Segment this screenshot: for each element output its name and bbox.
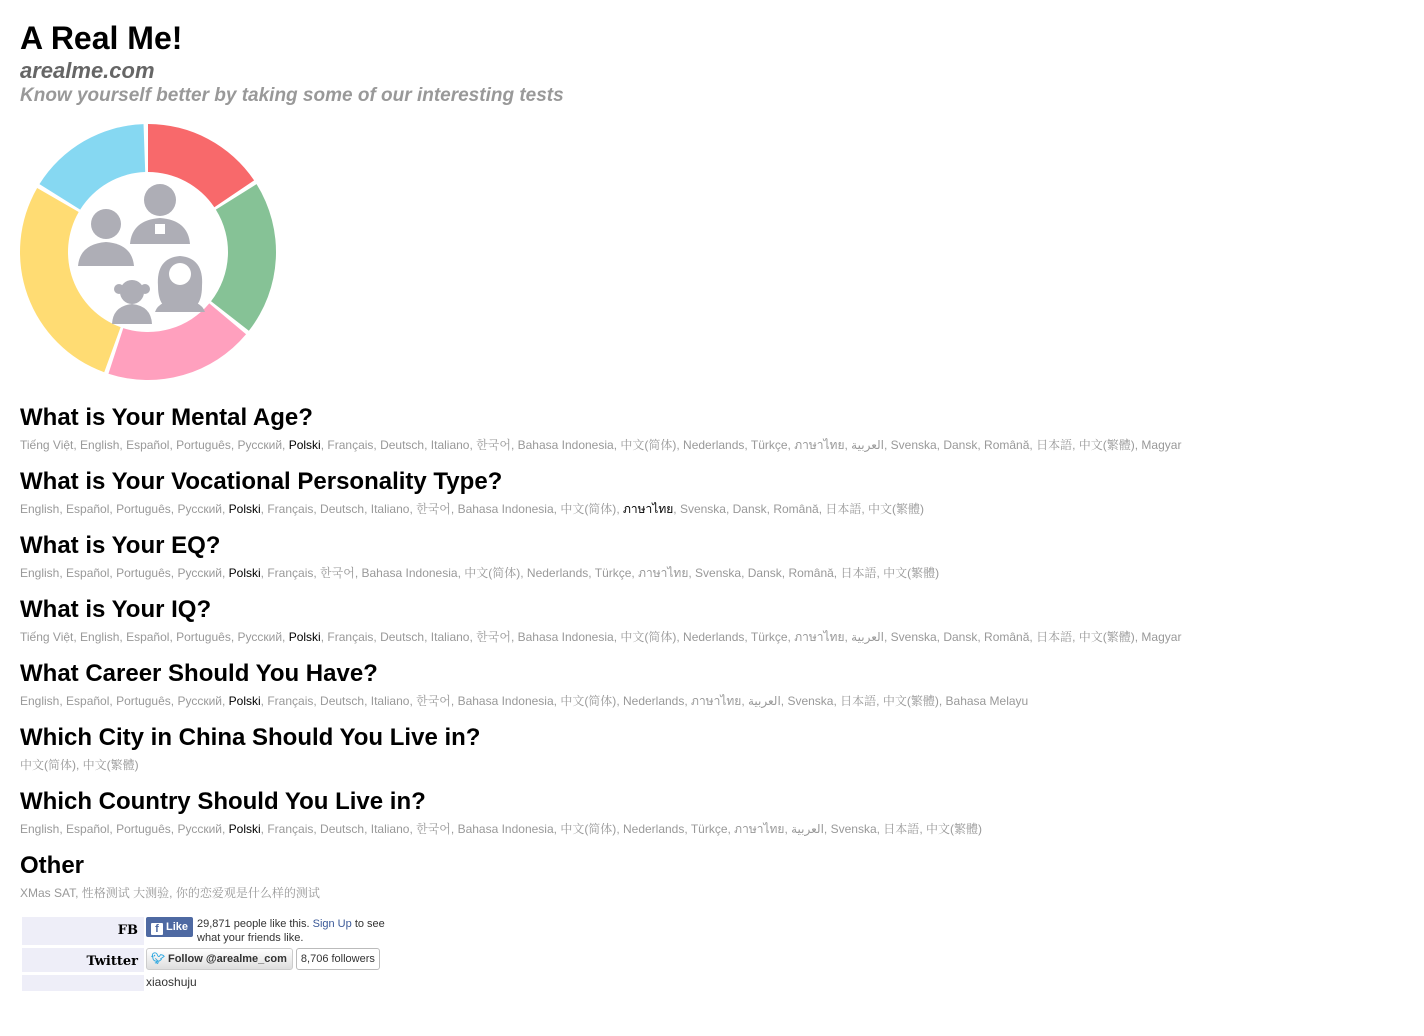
separator: , [833,566,841,580]
test-title[interactable]: What is Your Mental Age? [20,404,313,431]
language-link[interactable]: Português [116,566,171,580]
language-link[interactable]: Dansk [732,502,767,516]
language-link[interactable]: Nederlands [622,694,685,708]
language-link[interactable]: 中文(繁體) [1078,630,1135,644]
facebook-icon: f [151,923,163,935]
language-link[interactable]: Español [66,694,110,708]
language-link[interactable]: Deutsch [320,502,365,516]
test-item [20,788,1410,852]
separator: , [424,438,431,452]
separator: , [1134,438,1142,452]
separator: , [588,566,595,580]
separator: , [364,502,371,516]
twitter-row [22,948,387,972]
language-link[interactable]: Deutsch [320,694,365,708]
language-link[interactable]: English [80,630,120,644]
separator: , [109,822,117,836]
language-link[interactable]: 中文(简体) [560,694,617,708]
separator: , [787,438,795,452]
language-link[interactable]: Italiano [370,502,410,516]
language-link[interactable]: Türkçe [690,822,728,836]
language-links [20,884,1410,902]
fb-like-count: 29,871 people like this. [197,918,310,930]
separator: , [59,566,67,580]
language-link[interactable]: ภาษาไทย [734,822,785,836]
language-link[interactable]: Türkçe [750,438,788,452]
language-link[interactable]: Polski [228,822,261,836]
separator: , [613,630,621,644]
separator: , [520,566,527,580]
language-link[interactable]: Bahasa Indonesia [457,502,554,516]
separator: , [409,694,417,708]
language-link[interactable]: Polski [228,694,261,708]
separator: , [883,438,891,452]
language-link[interactable]: Polski [288,630,321,644]
separator: , [1029,630,1037,644]
separator: , [469,630,477,644]
language-link[interactable]: Polski [228,502,261,516]
segment-green [211,184,276,331]
language-link[interactable]: Français [327,438,374,452]
separator: , [170,694,178,708]
language-links [20,820,1410,838]
fb-like-text [197,917,387,945]
language-link[interactable]: 中文(简体) [464,566,521,580]
language-links [20,500,1410,518]
test-title[interactable]: What is Your IQ? [20,596,212,623]
test-item [20,852,1410,916]
language-link[interactable]: Dansk [943,630,978,644]
separator: , [221,566,229,580]
language-link[interactable]: ภาษาไทย [638,566,689,580]
separator: , [170,566,178,580]
language-link[interactable]: Svenska [679,502,726,516]
people-icon [78,184,205,324]
test-item [20,468,1410,532]
separator: , [883,630,891,644]
separator: , [938,694,946,708]
language-link[interactable]: Polski [288,438,321,452]
separator: , [282,630,289,644]
separator: , [59,502,67,516]
separator: , [784,822,792,836]
separator: , [260,694,268,708]
separator: , [221,822,229,836]
language-link[interactable]: Español [66,822,110,836]
separator: , [744,630,751,644]
language-links [20,692,1410,710]
language-link[interactable]: Português [116,694,171,708]
site-domain: arealme.com [20,58,155,83]
separator: , [676,630,684,644]
other-label [22,975,144,991]
language-link[interactable]: English [20,694,60,708]
language-link[interactable]: Nederlands [526,566,589,580]
separator: , [450,694,458,708]
language-link[interactable]: English [20,502,60,516]
test-item [20,724,1410,788]
language-link[interactable]: Deutsch [380,630,425,644]
tests-list [20,404,1410,916]
separator: , [977,630,985,644]
language-link[interactable]: Tiếng Việt [20,630,74,644]
site-title[interactable]: A Real Me! [20,20,183,56]
language-link[interactable]: Español [126,438,170,452]
separator: , [553,694,561,708]
separator: , [833,694,841,708]
language-link[interactable]: Română [984,438,1030,452]
language-link[interactable]: Русский [177,502,222,516]
separator: , [59,822,67,836]
language-link[interactable]: Svenska [695,566,742,580]
language-link[interactable]: Italiano [430,630,470,644]
language-link[interactable]: 你的恋爱观是什么样的测试 [175,886,320,900]
language-link[interactable]: Deutsch [320,822,365,836]
language-link[interactable]: Tiếng Việt [20,438,74,452]
twitter-bird-icon: 🐦︎ [151,953,165,965]
language-link[interactable]: 日本語 [1036,438,1073,452]
separator: , [876,694,883,708]
separator: , [424,630,431,644]
language-link[interactable]: Português [116,502,171,516]
language-link[interactable]: Bahasa Melayu [945,694,1029,708]
twitter-label: Twitter [22,948,144,972]
language-link[interactable]: العربية [747,694,781,708]
separator: , [780,694,788,708]
separator: , [876,566,884,580]
separator: , [936,630,944,644]
separator: , [170,822,178,836]
separator: , [313,502,321,516]
test-item [20,660,1410,724]
page [20,18,1410,916]
language-link[interactable]: 中文(繁體) [883,566,940,580]
separator: , [73,438,81,452]
language-link[interactable]: Português [176,630,231,644]
language-link[interactable]: Nederlands [683,630,745,644]
language-link[interactable]: 한국어 [476,438,511,452]
language-link[interactable]: 中文(简体) [560,822,617,836]
language-link[interactable]: Magyar [1141,630,1182,644]
language-link[interactable]: Türkçe [750,630,788,644]
language-link[interactable]: Italiano [370,822,410,836]
separator: , [260,566,268,580]
language-link[interactable]: Français [267,502,314,516]
language-link[interactable]: Nederlands [622,822,685,836]
language-link[interactable]: 한국어 [320,566,355,580]
separator: , [119,438,127,452]
language-link[interactable]: 性格测试 大测验 [81,886,170,900]
language-link[interactable]: Português [176,438,231,452]
language-link[interactable]: 中文(繁體) [868,502,925,516]
language-link[interactable]: ภาษาไทย [622,502,674,516]
language-link[interactable]: ภาษาไทย [794,630,845,644]
language-link[interactable]: 中文(简体) [20,758,76,772]
separator: , [76,758,83,772]
separator: , [354,566,362,580]
separator: , [684,694,692,708]
separator: , [631,566,639,580]
separator: , [221,694,229,708]
language-link[interactable]: Italiano [370,694,410,708]
separator: , [320,630,328,644]
separator: , [1072,630,1079,644]
separator: , [744,438,751,452]
language-link[interactable]: Русский [177,822,222,836]
separator: , [510,630,518,644]
separator: , [741,694,748,708]
language-link[interactable]: English [20,822,60,836]
separator: , [616,694,623,708]
separator: , [510,438,518,452]
other-value: xiaoshuju [146,975,197,989]
separator: , [373,630,381,644]
separator: , [766,502,774,516]
language-link[interactable]: Română [788,566,834,580]
separator: , [260,822,268,836]
language-link[interactable]: English [80,438,120,452]
language-link[interactable]: Română [773,502,819,516]
separator: , [1072,438,1079,452]
language-link[interactable]: ภาษาไทย [794,438,845,452]
fb-row [22,917,387,945]
separator: , [109,502,117,516]
twitter-follow-label: Follow @arealme_com [167,953,287,965]
language-link[interactable]: 日本語 [840,694,877,708]
separator: , [313,822,321,836]
separator: , [787,630,795,644]
separator: , [169,630,177,644]
social-table [22,914,387,994]
language-link[interactable]: العربية [791,822,824,836]
separator: , [170,502,178,516]
test-title[interactable]: Which Country Should You Live in? [20,788,426,815]
language-link[interactable]: Svenska [890,630,937,644]
separator: , [364,694,371,708]
separator: , [1029,438,1037,452]
language-link[interactable]: Türkçe [594,566,632,580]
separator: , [684,822,691,836]
separator: , [469,438,477,452]
language-link[interactable]: 한국어 [476,630,511,644]
separator: , [1134,630,1142,644]
language-link[interactable]: Magyar [1141,438,1182,452]
language-link[interactable]: ภาษาไทย [691,694,742,708]
test-title[interactable]: What is Your Vocational Personality Type? [20,468,503,495]
site-tagline: Know yourself better by taking some of our interesting tests [20,85,564,106]
separator: , [861,502,869,516]
language-link[interactable]: 中文(简体) [620,630,677,644]
test-title[interactable]: Which City in China Should You Live in? [20,724,481,751]
twitter-follow-button[interactable] [146,948,293,970]
language-link[interactable]: 日本語 [1036,630,1073,644]
separator: , [616,502,623,516]
twitter-followers-count[interactable]: 8,706 followers [296,948,380,970]
separator: , [364,822,371,836]
separator: , [260,502,268,516]
language-link[interactable]: Bahasa Indonesia [457,822,554,836]
language-link[interactable]: Bahasa Indonesia [457,694,554,708]
fb-like-button[interactable] [146,917,193,937]
fb-label: FB [22,917,144,945]
separator: , [616,822,623,836]
separator: , [977,438,985,452]
fb-like-label: Like [166,921,189,933]
separator: , [844,630,852,644]
separator: , [936,438,944,452]
separator: , [73,630,81,644]
language-link[interactable]: Español [66,566,110,580]
language-link[interactable]: Svenska [787,694,834,708]
separator: , [409,502,417,516]
language-link[interactable]: Français [267,566,314,580]
separator: , [781,566,789,580]
separator: , [741,566,748,580]
language-link[interactable]: Français [267,822,314,836]
test-title[interactable]: What is Your EQ? [20,532,221,559]
language-link[interactable]: 中文(繁體) [82,758,139,772]
language-link[interactable]: Română [984,630,1030,644]
separator: , [844,438,852,452]
language-link[interactable]: 中文(繁體) [1078,438,1135,452]
separator: , [613,438,621,452]
separator: , [109,566,117,580]
test-title[interactable]: Other [20,852,85,879]
separator: , [553,822,561,836]
separator: , [109,694,117,708]
language-link[interactable]: Português [116,822,171,836]
language-link[interactable]: Русский [237,438,283,452]
language-link[interactable]: Bahasa Indonesia [517,630,614,644]
separator: , [169,438,177,452]
language-link[interactable]: Svenska [890,438,937,452]
separator: , [725,502,733,516]
separator: , [169,886,176,900]
separator: , [230,630,238,644]
language-link[interactable]: XMas SAT [20,886,76,900]
separator: , [313,694,321,708]
separator: , [282,438,289,452]
language-link[interactable]: Nederlands [683,438,745,452]
language-link[interactable]: Svenska [830,822,877,836]
language-link[interactable]: Français [267,694,314,708]
separator: , [373,438,381,452]
separator: , [457,566,465,580]
language-link[interactable]: العربية [851,630,884,644]
language-link[interactable]: 中文(简体) [560,502,617,516]
language-link[interactable]: Español [126,630,170,644]
language-link[interactable]: Русский [237,630,283,644]
logo-donut[interactable] [20,124,280,384]
language-link[interactable]: 한국어 [416,822,451,836]
language-links [20,436,1410,454]
language-links [20,628,1410,646]
language-link[interactable]: Bahasa Indonesia [361,566,458,580]
language-links [20,564,1410,582]
fb-after-text: to see what your friends like. [197,918,385,944]
separator: , [919,822,926,836]
separator: , [409,822,417,836]
separator: , [221,502,229,516]
language-link[interactable]: Deutsch [380,438,425,452]
language-link[interactable]: 中文(简体) [620,438,677,452]
language-link[interactable]: 한국어 [416,694,451,708]
test-item [20,404,1410,468]
separator: , [818,502,826,516]
separator: , [553,502,561,516]
separator: , [119,630,127,644]
language-link[interactable]: Bahasa Indonesia [517,438,614,452]
separator: , [450,502,458,516]
separator: , [727,822,735,836]
separator: , [75,886,82,900]
language-link[interactable]: English [20,566,60,580]
fb-signup-link[interactable]: Sign Up [312,918,352,930]
separator: , [876,822,884,836]
test-item [20,596,1410,660]
separator: , [320,438,328,452]
language-link[interactable]: Русский [177,566,222,580]
separator: , [230,438,238,452]
language-link[interactable]: 日本語 [825,502,862,516]
language-link[interactable]: Dansk [943,438,978,452]
language-link[interactable]: 中文(繁體) [925,822,982,836]
separator: , [673,502,680,516]
separator: , [59,694,67,708]
language-links [20,756,1410,774]
separator: , [313,566,321,580]
language-link[interactable]: Italiano [430,438,470,452]
test-item [20,532,1410,596]
language-link[interactable]: Français [327,630,374,644]
language-link[interactable]: 한국어 [416,502,451,516]
language-link[interactable]: العربية [851,438,884,452]
language-link[interactable]: Dansk [747,566,782,580]
language-link[interactable]: Polski [228,566,261,580]
test-title[interactable]: What Career Should You Have? [20,660,378,687]
separator: , [450,822,458,836]
language-link[interactable]: Русский [177,694,222,708]
language-link[interactable]: 中文(繁體) [882,694,939,708]
language-link[interactable]: 日本語 [883,822,920,836]
separator: , [676,438,684,452]
language-link[interactable]: 日本語 [840,566,877,580]
segment-blue [39,124,145,210]
separator: , [823,822,831,836]
separator: , [688,566,696,580]
language-link[interactable]: Español [66,502,110,516]
other-row [22,975,387,991]
